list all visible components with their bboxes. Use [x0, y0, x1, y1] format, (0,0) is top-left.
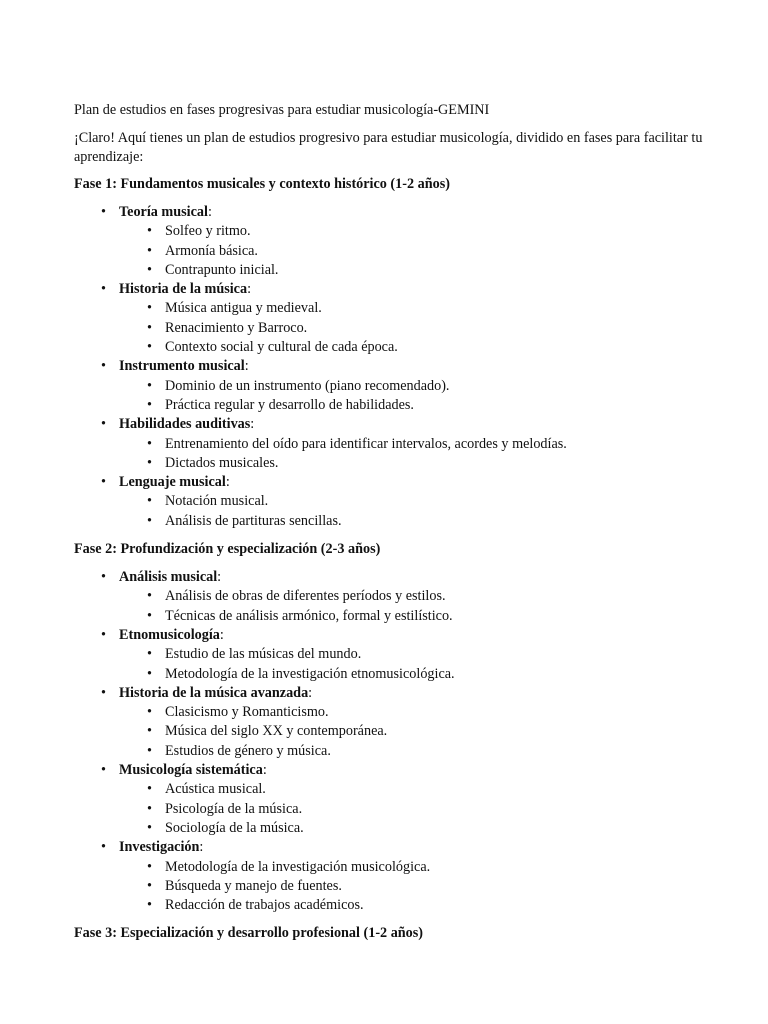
topic-name: Análisis musical — [119, 569, 218, 586]
subtopic-item: • Metodología de la investigación musicológica. — [147, 858, 714, 877]
phase-heading: Fase 3: Especialización y desarrollo profesional (1-2 años) — [74, 925, 424, 942]
subtopic-item: • Notación musical. — [147, 492, 714, 511]
subtopic-item: • Psicología de la música. — [147, 800, 714, 819]
topic-label: Etnomusicología: — [119, 626, 224, 643]
subtopic-item: • Estudios de género y música. — [147, 742, 714, 761]
topic-label: Lenguaje musical: — [119, 474, 230, 491]
subtopic-item: • Metodología de la investigación etnomusicológica. — [147, 665, 714, 684]
phases-container — [74, 175, 714, 943]
topic-label: Análisis musical: — [119, 569, 222, 586]
subtopic-item: • Entrenamiento del oído para identificar intervalos, acordes y melodías. — [147, 435, 714, 454]
subtopic-item: • Acústica musical. — [147, 780, 714, 799]
intro-paragraph: ¡Claro! Aquí tienes un plan de estudios progresivo para estudiar musicología, dividido en fases para facilitar tu aprendizaje: — [74, 130, 703, 165]
topic-name: Teoría musical — [119, 204, 208, 220]
topic-item — [101, 415, 714, 473]
topic-item — [101, 473, 714, 531]
topic-name: Habilidades auditivas — [119, 416, 251, 433]
topic-item — [101, 280, 714, 357]
document-page — [74, 101, 714, 952]
subtopic-item: • Armonía básica. — [147, 242, 714, 261]
topic-label: Historia de la música: — [119, 281, 252, 298]
subtopic-item: • Clasicismo y Romanticismo. — [147, 703, 714, 722]
subtopic-list — [147, 377, 714, 416]
subtopic-list — [147, 780, 714, 838]
subtopic-item: • Renacimiento y Barroco. — [147, 319, 714, 338]
topic-name: Historia de la música avanzada — [119, 684, 309, 701]
subtopic-list — [147, 703, 714, 761]
subtopic-list — [147, 858, 714, 916]
topic-label: Investigación: — [119, 839, 204, 856]
subtopic-item: • Sociología de la música. — [147, 819, 714, 838]
topic-name: Historia de la música — [119, 281, 248, 298]
phase-heading: Fase 2: Profundización y especialización (2-3 años) — [74, 541, 381, 558]
topic-item — [101, 203, 714, 280]
topic-item — [101, 626, 714, 684]
topic-list — [101, 203, 714, 531]
topic-label: Instrumento musical: — [119, 358, 249, 375]
subtopic-item: • Música antigua y medieval. — [147, 299, 714, 318]
topic-item — [101, 357, 714, 415]
subtopic-item: • Contrapunto inicial. — [147, 261, 714, 280]
subtopic-item: • Búsqueda y manejo de fuentes. — [147, 877, 714, 896]
subtopic-item: • Práctica regular y desarrollo de habilidades. — [147, 396, 714, 415]
topic-label: Historia de la música avanzada: — [119, 684, 313, 701]
topic-item — [101, 838, 714, 915]
topic-label: Habilidades auditivas: — [119, 416, 255, 433]
subtopic-item: • Estudio de las músicas del mundo. — [147, 645, 714, 664]
topic-label: Teoría musical: — [119, 204, 212, 220]
subtopic-list — [147, 222, 714, 280]
subtopic-item: • Análisis de obras de diferentes períodos y estilos. — [147, 587, 714, 606]
subtopic-list — [147, 299, 714, 357]
topic-name: Musicología sistemática — [119, 762, 263, 779]
topic-name: Etnomusicología — [119, 626, 220, 643]
topic-label: Musicología sistemática: — [119, 762, 267, 779]
subtopic-item: • Redacción de trabajos académicos. — [147, 896, 714, 915]
document-title: Plan de estudios en fases progresivas para estudiar musicología-GEMINI — [74, 102, 490, 118]
topic-item — [101, 761, 714, 838]
subtopic-item: • Solfeo y ritmo. — [147, 222, 714, 241]
topic-list — [101, 568, 714, 915]
topic-name: Investigación — [119, 839, 200, 856]
subtopic-item: • Contexto social y cultural de cada época. — [147, 338, 714, 357]
subtopic-item: • Análisis de partituras sencillas. — [147, 512, 714, 531]
subtopic-item: • Dominio de un instrumento (piano recomendado). — [147, 377, 714, 396]
subtopic-item: • Dictados musicales. — [147, 454, 714, 473]
subtopic-item: • Música del siglo XX y contemporánea. — [147, 722, 714, 741]
topic-name: Lenguaje musical — [119, 474, 226, 491]
subtopic-list — [147, 587, 714, 626]
subtopic-item: • Técnicas de análisis armónico, formal y estilístico. — [147, 607, 714, 626]
topic-item — [101, 568, 714, 626]
topic-name: Instrumento musical — [119, 358, 245, 375]
phase-heading: Fase 1: Fundamentos musicales y contexto histórico (1-2 años) — [74, 176, 450, 192]
subtopic-list — [147, 492, 714, 531]
subtopic-list — [147, 645, 714, 684]
subtopic-list — [147, 435, 714, 474]
topic-item — [101, 684, 714, 761]
